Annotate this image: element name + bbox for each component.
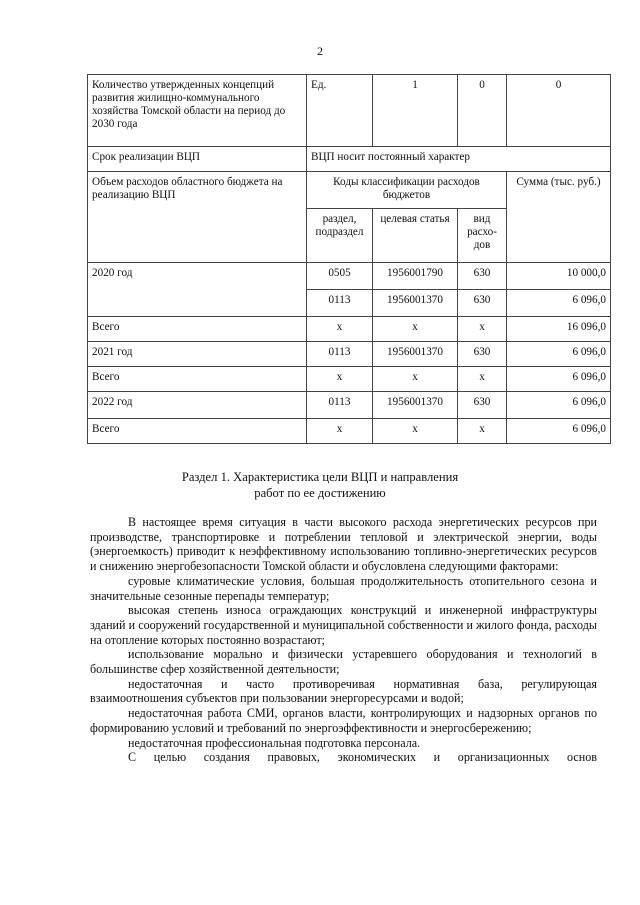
codes-header: Коды классификации расходов бюджетов: [307, 172, 507, 209]
unit-cell: Ед.: [307, 75, 373, 147]
section-title: [0, 469, 640, 501]
section-code: 0505: [307, 263, 373, 290]
type-code: 630: [458, 263, 507, 290]
sum-value: 6 096,0: [507, 367, 611, 392]
sum-value: 6 096,0: [507, 392, 611, 419]
target-code: х: [373, 367, 458, 392]
section-code: 0113: [307, 342, 373, 367]
program-table: [87, 74, 611, 444]
value-cell: 0: [458, 75, 507, 147]
section-code: 0113: [307, 290, 373, 317]
indicator-label: Количество утвержденных концепций развития жилищно-коммунального хозяйства Томской области на период до 2030 года: [88, 75, 307, 147]
table-row: [88, 317, 611, 342]
table-row: [88, 172, 611, 209]
target-code: 1956001370: [373, 290, 458, 317]
type-code: 630: [458, 342, 507, 367]
target-code: 1956001370: [373, 342, 458, 367]
type-code: 630: [458, 290, 507, 317]
paragraph: недостаточная работа СМИ, органов власти, контролирующих и надзорных органов по формированию условий и требований по энергоэффективности и энергосбережению;: [90, 706, 597, 735]
section-code: х: [307, 317, 373, 342]
body-text: [90, 515, 597, 765]
paragraph: недостаточная и часто противоречивая нормативная база, регулирующая взаимоотношения субъектов при пользовании энергоресурсами и водой;: [90, 676, 597, 706]
paragraph: С целью создания правовых, экономических и организационных основ: [128, 750, 597, 765]
sum-value: 6 096,0: [507, 342, 611, 367]
type-code: х: [458, 367, 507, 392]
year-label: 2021 год: [88, 342, 307, 367]
table-row: [88, 75, 611, 147]
table-row: [88, 392, 611, 419]
target-code: х: [373, 317, 458, 342]
section-title-line: работ по ее достижению: [254, 486, 386, 500]
section-code: х: [307, 367, 373, 392]
term-value: ВЦП носит постоянный характер: [307, 147, 611, 172]
sum-header: Сумма (тыс. руб.): [507, 172, 611, 263]
col-header-section: раздел, подраздел: [307, 209, 373, 263]
table-row: [88, 147, 611, 172]
section-code: 0113: [307, 392, 373, 419]
budget-label: Объем расходов областного бюджета на реализацию ВЦП: [88, 172, 307, 263]
type-code: х: [458, 419, 507, 444]
section-title-line: Раздел 1. Характеристика цели ВЦП и направления: [181, 470, 459, 484]
total-label: Всего: [88, 317, 307, 342]
paragraph: суровые климатические условия, большая продолжительность отопительного сезона и значительные сезонные перепады температур;: [90, 573, 597, 603]
paragraph: В настоящее время ситуация в части высокого расхода энергетических ресурсов при производстве, транспортировке и потреблении тепловой и электрической энергии, воды (энергоемкость) приводит к неэффективному использованию топливно-энергетических ресурсов и снижению энергобезопасности Томской области и обусловлена следующими факторами:: [90, 515, 597, 574]
total-label: Всего: [88, 367, 307, 392]
year-label: 2020 год: [88, 263, 307, 317]
table-row: [88, 342, 611, 367]
type-code: 630: [458, 392, 507, 419]
paragraph: высокая степень износа ограждающих конструкций и инженерной инфраструктуры зданий и сооружений государственной и муниципальной собственности и жилого фонда, расходы на отопление которых постоянно возрастают;: [90, 603, 597, 647]
total-label: Всего: [88, 419, 307, 444]
term-label: Срок реализации ВЦП: [88, 147, 307, 172]
target-code: 1956001370: [373, 392, 458, 419]
table-row: [88, 263, 611, 290]
year-label: 2022 год: [88, 392, 307, 419]
sum-value: 6 096,0: [507, 290, 611, 317]
sum-value: 10 000,0: [507, 263, 611, 290]
col-header-type: вид расхо-дов: [458, 209, 507, 263]
target-code: х: [373, 419, 458, 444]
table-row: [88, 419, 611, 444]
paragraph: недостаточная профессиональная подготовка персонала.: [128, 735, 421, 750]
page-number: 2: [317, 44, 323, 58]
value-cell: 1: [373, 75, 458, 147]
target-code: 1956001790: [373, 263, 458, 290]
value-cell: 0: [507, 75, 611, 147]
paragraph: использование морально и физически устаревшего оборудования и технологий в большинстве сфер хозяйственной деятельности;: [90, 647, 597, 677]
sum-value: 6 096,0: [507, 419, 611, 444]
sum-value: 16 096,0: [507, 317, 611, 342]
type-code: х: [458, 317, 507, 342]
table-row: [88, 367, 611, 392]
col-header-target: целевая статья: [373, 209, 458, 263]
section-code: х: [307, 419, 373, 444]
